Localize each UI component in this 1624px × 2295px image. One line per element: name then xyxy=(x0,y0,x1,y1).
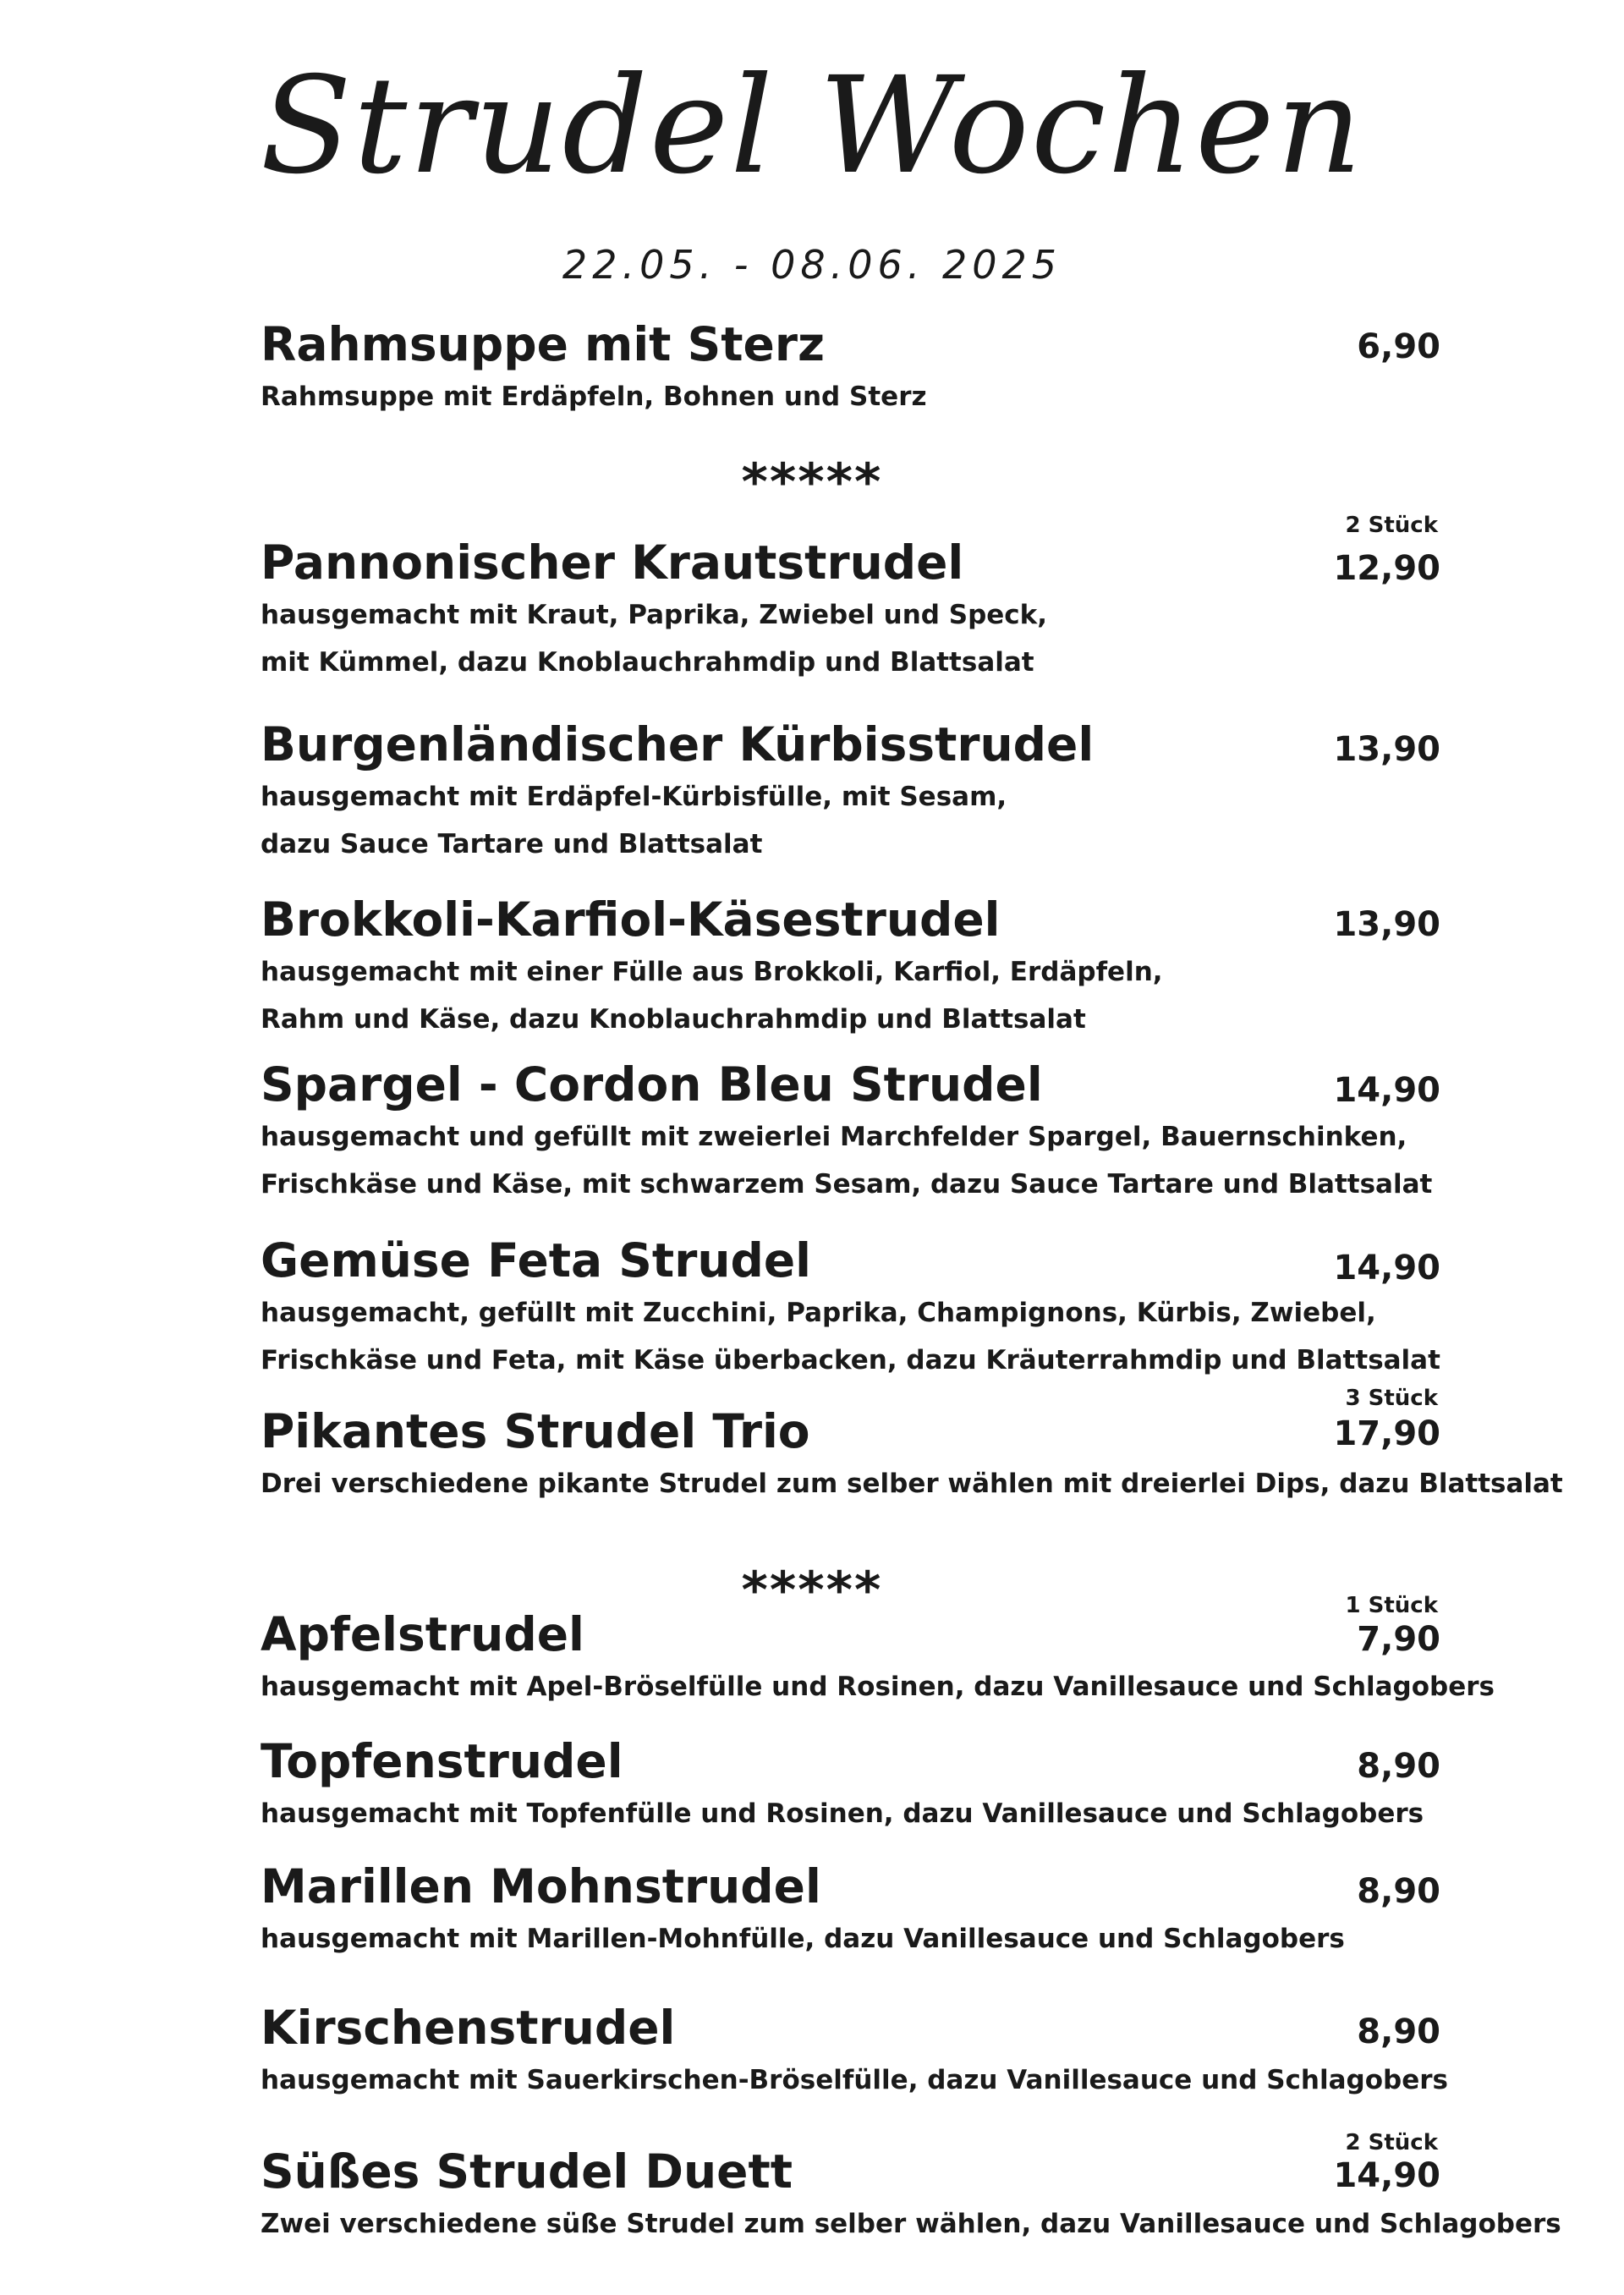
item-price: 14,90 xyxy=(1333,1071,1440,1110)
item-description: hausgemacht mit Topfenfülle und Rosinen, dazu Vanillesauce und Schlagobers xyxy=(261,1798,1424,1829)
item-name: Burgenländischer Kürbisstrudel xyxy=(261,717,1095,771)
item-description-line: hausgemacht mit Erdäpfel-Kürbisfülle, mit Sesam, xyxy=(261,782,1007,812)
menu-item-kuerbisstrudel xyxy=(261,717,1445,868)
menu-item-topfenstrudel xyxy=(261,1734,1445,1837)
item-name: Kirschenstrudel xyxy=(261,2001,676,2055)
item-description xyxy=(261,1113,1445,1208)
menu-item-rahmsuppe xyxy=(261,317,1445,420)
menu-item-brokkoli-strudel xyxy=(261,892,1445,1043)
item-description-line: dazu Sauce Tartare und Blattsalat xyxy=(261,829,763,859)
item-name: Marillen Mohnstrudel xyxy=(261,1859,821,1913)
item-description: Rahmsuppe mit Erdäpfeln, Bohnen und Sterz xyxy=(261,382,927,412)
item-price: 13,90 xyxy=(1333,905,1440,944)
item-price: 13,90 xyxy=(1333,730,1440,769)
item-description: Zwei verschiedene süße Strudel zum selber wählen, dazu Vanillesauce und Schlagobers xyxy=(261,2209,1561,2239)
item-name: Brokkoli-Karfiol-Käsestrudel xyxy=(261,892,1001,947)
item-description-line: Rahm und Käse, dazu Knoblauchrahmdip und Blattsalat xyxy=(261,1004,1086,1035)
item-name: Süßes Strudel Duett xyxy=(261,2144,793,2199)
item-name: Rahmsuppe mit Sterz xyxy=(261,317,825,371)
menu-item-strudel-trio xyxy=(261,1404,1563,1507)
item-description-line: Frischkäse und Feta, mit Käse überbacken, dazu Kräuterrahmdip und Blattsalat xyxy=(261,1345,1440,1375)
menu-item-spargel-strudel xyxy=(261,1057,1445,1208)
item-description-line: hausgemacht, gefüllt mit Zucchini, Paprika, Champignons, Kürbis, Zwiebel, xyxy=(261,1298,1376,1328)
item-name: Apfelstrudel xyxy=(261,1607,584,1661)
item-description-line: Frischkäse und Käse, mit schwarzem Sesam, dazu Sauce Tartare und Blattsalat xyxy=(261,1169,1433,1200)
item-price: 7,90 xyxy=(1357,1620,1440,1659)
section-separator: ***** xyxy=(741,453,883,512)
item-description: hausgemacht mit Apel-Bröselfülle und Rosinen, dazu Vanillesauce und Schlagobers xyxy=(261,1672,1495,1702)
item-quantity: 3 Stück xyxy=(1345,1386,1438,1411)
menu-item-strudel-duett xyxy=(261,2144,1561,2248)
section-separator: ***** xyxy=(741,1561,883,1620)
date-range: 22.05. - 08.06. 2025 xyxy=(562,242,1062,288)
item-price: 14,90 xyxy=(1333,2156,1440,2195)
item-price: 14,90 xyxy=(1333,1249,1440,1288)
item-name: Pannonischer Krautstrudel xyxy=(261,535,964,590)
item-name: Topfenstrudel xyxy=(261,1734,623,1788)
item-price: 6,90 xyxy=(1357,327,1440,366)
item-description xyxy=(261,948,1445,1043)
item-description-line: hausgemacht und gefüllt mit zweierlei Marchfelder Spargel, Bauernschinken, xyxy=(261,1122,1407,1152)
menu-title: Strudel Wochen xyxy=(260,48,1364,204)
item-description-line: mit Kümmel, dazu Knoblauchrahmdip und Blattsalat xyxy=(261,647,1034,678)
item-description: hausgemacht mit Sauerkirschen-Bröselfülle, dazu Vanillesauce und Schlagobers xyxy=(261,2065,1448,2095)
menu-item-apfelstrudel xyxy=(261,1607,1495,1710)
item-price: 8,90 xyxy=(1357,1747,1440,1786)
menu-item-kirschenstrudel xyxy=(261,2001,1448,2104)
item-description xyxy=(261,591,1445,686)
item-price: 12,90 xyxy=(1333,549,1440,588)
item-description: hausgemacht mit Marillen-Mohnfülle, dazu Vanillesauce und Schlagobers xyxy=(261,1924,1345,1954)
item-price: 8,90 xyxy=(1357,1872,1440,1911)
menu-item-marillen-mohnstrudel xyxy=(261,1859,1445,1963)
item-description xyxy=(261,1289,1445,1384)
item-price: 8,90 xyxy=(1357,2012,1440,2051)
item-description-line: hausgemacht mit einer Fülle aus Brokkoli, Karfiol, Erdäpfeln, xyxy=(261,957,1163,987)
item-quantity: 2 Stück xyxy=(1345,2130,1438,2155)
menu-item-krautstrudel xyxy=(261,535,1445,686)
menu-item-feta-strudel xyxy=(261,1233,1445,1384)
item-name: Spargel - Cordon Bleu Strudel xyxy=(261,1057,1043,1112)
item-name: Gemüse Feta Strudel xyxy=(261,1233,812,1288)
item-quantity: 2 Stück xyxy=(1345,513,1438,538)
item-name: Pikantes Strudel Trio xyxy=(261,1404,810,1458)
item-quantity: 1 Stück xyxy=(1345,1593,1438,1618)
item-price: 17,90 xyxy=(1333,1414,1440,1453)
item-description-line: hausgemacht mit Kraut, Paprika, Zwiebel und Speck, xyxy=(261,600,1048,630)
item-description: Drei verschiedene pikante Strudel zum selber wählen mit dreierlei Dips, dazu Blattsalat xyxy=(261,1469,1563,1499)
item-description xyxy=(261,773,1445,868)
